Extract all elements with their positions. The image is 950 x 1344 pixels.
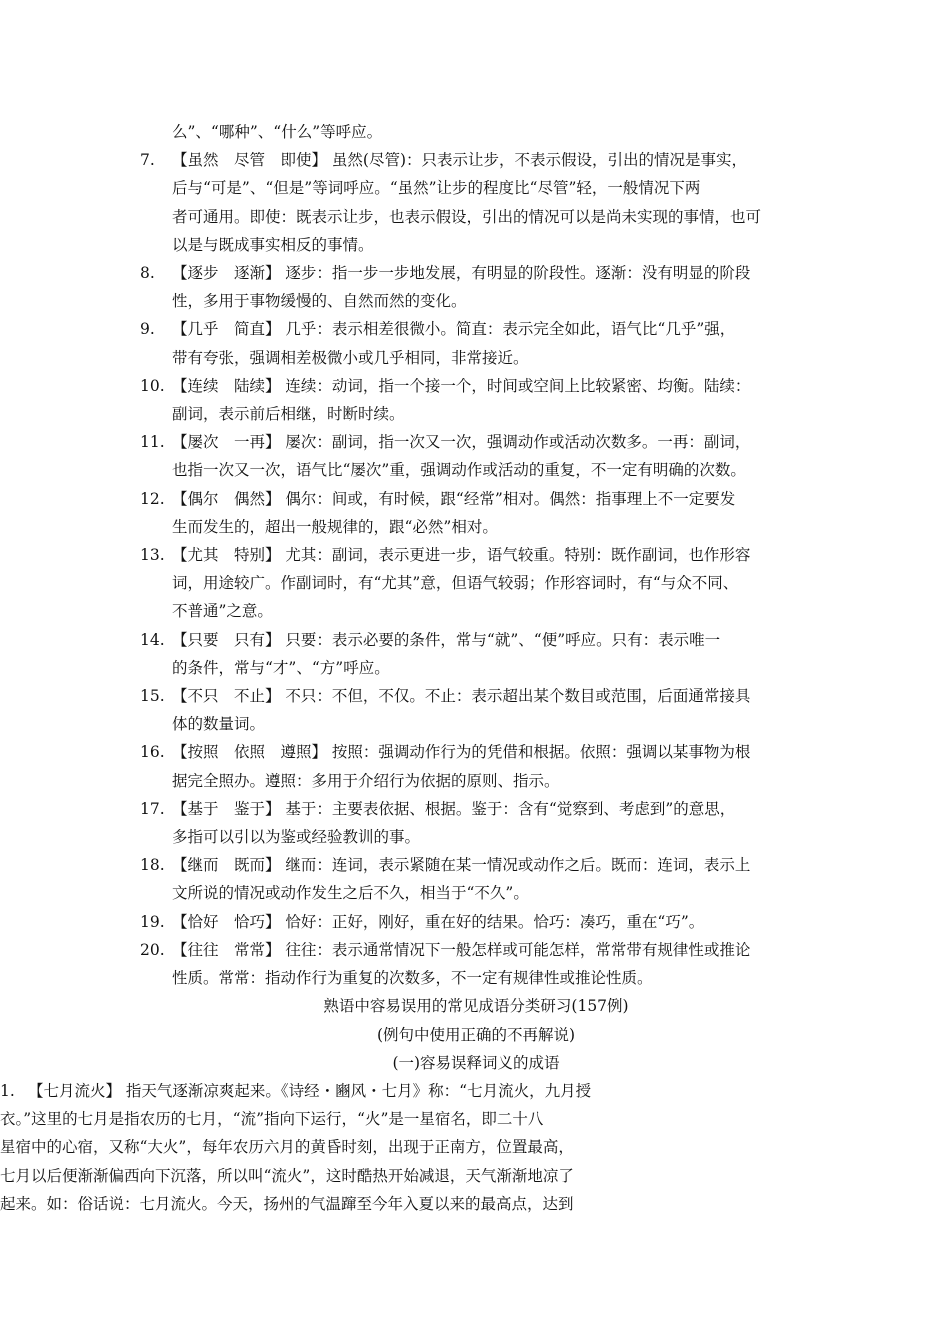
list-item-line: 【屡次 一再】 屡次：副词，指一次又一次，强调动作或活动次数多。一再：副词， <box>172 433 751 452</box>
list-item-number: 9. <box>140 320 155 339</box>
list-item-line: 【逐步 逐渐】 逐步：指一步一步地发展，有明显的阶段性。逐渐：没有明显的阶段 <box>172 264 751 283</box>
list-item-number: 18. <box>140 856 165 875</box>
section-subtitle: (例句中使用正确的不再解说) <box>376 1025 576 1044</box>
list-item-number: 16. <box>140 743 165 762</box>
list-item <box>140 541 808 626</box>
list-item-line: 性质。常常：指动作行为重复的次数多，不一定有规律性或推论性质。 <box>172 969 653 988</box>
list-item-number: 7. <box>140 151 155 170</box>
list-item-number: 20. <box>140 940 165 959</box>
list-item-number: 10. <box>140 376 165 395</box>
idiom-line: 星宿中的心宿，又称“大火”，每年农历六月的黄昏时刻，出现于正南方，位置最高， <box>0 1138 574 1157</box>
list-item-line: 【虽然 尽管 即使】 虽然(尽管)：只表示让步，不表示假设，引出的情况是事实， <box>172 151 748 170</box>
list-item-line: 【按照 依照 遵照】 按照：强调动作行为的凭借和根据。依照：强调以某事物为根 <box>172 743 751 762</box>
list-item-line: 也指一次又一次，语气比“屡次”重，强调动作或活动的重复，不一定有明确的次数。 <box>172 461 746 480</box>
list-item-line: 【连续 陆续】 连续：动词，指一个接一个，时间或空间上比较紧密、均衡。陆续： <box>172 376 751 395</box>
list-item-line: 性，多用于事物缓慢的、自然而然的变化。 <box>172 292 467 311</box>
idiom-item <box>0 1077 808 1218</box>
idiom-item-number: 1. <box>0 1081 15 1100</box>
list-item <box>140 908 808 936</box>
list-item-line: 后与“可是”、“但是”等词呼应。“虽然”让步的程度比“尽管”轻，一般情况下两 <box>172 179 701 198</box>
list-item-line: 者可通用。即使：既表示让步，也表示假设，引出的情况可以是尚未实现的事情，也可 <box>172 207 762 226</box>
list-item <box>140 315 808 371</box>
list-item-number: 19. <box>140 912 165 931</box>
list-item-line: 据完全照办。遵照：多用于介绍行为依据的原则、指示。 <box>172 771 560 790</box>
idiom-line: 起来。如：俗话说：七月流火。今天，扬州的气温蹿至今年入夏以来的最高点，达到 <box>0 1194 574 1213</box>
list-item-number: 17. <box>140 799 165 818</box>
list-item-line: 多指可以引以为鉴或经验教训的事。 <box>172 828 421 847</box>
list-item-line: 生而发生的，超出一般规律的，跟“必然”相对。 <box>172 517 498 536</box>
list-item <box>140 851 808 907</box>
idiom-line: 【七月流火】 指天气逐渐凉爽起来。《诗经・豳风・七月》称：“七月流火，九月授 <box>28 1081 592 1100</box>
page-content <box>0 118 808 1218</box>
list-item-line: 【只要 只有】 只要：表示必要的条件，常与“就”、“便”呼应。只有：表示唯一 <box>172 630 721 649</box>
list-item-line: 【不只 不止】 不只：不但，不仅。不止：表示超出某个数目或范围，后面通常接具 <box>172 687 751 706</box>
list-item-line: 【往往 常常】 往往：表示通常情况下一般怎样或可能怎样，常常带有规律性或推论 <box>172 940 751 959</box>
list-item-line: 【几乎 简直】 几乎：表示相差很微小。简直：表示完全如此，语气比“几乎”强， <box>172 320 736 339</box>
list-item <box>140 936 808 992</box>
list-item-line: 【尤其 特别】 尤其：副词，表示更进一步，语气较重。特别：既作副词，也作形容 <box>172 546 751 565</box>
list-item-line: 带有夸张，强调相差极微小或几乎相同，非常接近。 <box>172 348 529 367</box>
list-item <box>140 146 808 259</box>
list-item <box>140 372 808 428</box>
list-item-number: 11. <box>140 433 165 452</box>
list-item <box>140 428 808 484</box>
list-item-line: 副词，表示前后相继，时断时续。 <box>172 405 405 424</box>
list-item-number: 15. <box>140 687 165 706</box>
idiom-line: 衣。”这里的七月是指农历的七月，“流”指向下运行，“火”是一星宿名，即二十八 <box>0 1110 544 1129</box>
list-item-line: 以是与既成事实相反的事情。 <box>172 235 374 254</box>
list-item-number: 12. <box>140 489 165 508</box>
word-comparison-list <box>140 146 808 992</box>
list-item <box>140 485 808 541</box>
list-item <box>140 259 808 315</box>
list-item-line: 文所说的情况或动作发生之后不久，相当于“不久”。 <box>172 884 529 903</box>
list-item <box>140 738 808 794</box>
list-item <box>140 682 808 738</box>
list-item-line: 【继而 既而】 继而：连词，表示紧随在某一情况或动作之后。既而：连词，表示上 <box>172 856 751 875</box>
list-item <box>140 795 808 851</box>
idiom-line: 七月以后便渐渐偏西向下沉落，所以叫“流火”，这时酷热开始减退，天气渐渐地凉了 <box>0 1166 574 1185</box>
section-title: 熟语中容易误用的常见成语分类研习(157例) <box>323 997 629 1016</box>
list-item-line: 体的数量词。 <box>172 715 266 734</box>
continuation-line: 么”、“哪种”、“什么”等呼应。 <box>172 123 383 141</box>
list-item-line: 词，用途较广。作副词时，有“尤其”意，但语气较弱；作形容词时，有“与众不同、 <box>172 574 739 593</box>
list-item-number: 8. <box>140 264 155 283</box>
list-item-line: 【恰好 恰巧】 恰好：正好，刚好，重在好的结果。恰巧：凑巧，重在“巧”。 <box>172 912 705 931</box>
subsection-title: (一)容易误释词义的成语 <box>392 1053 560 1072</box>
list-item-line: 不普通”之意。 <box>172 602 273 621</box>
list-item <box>140 626 808 682</box>
list-item-line: 【偶尔 偶然】 偶尔：间或，有时候，跟“经常”相对。偶然：指事理上不一定要发 <box>172 489 736 508</box>
list-item-number: 14. <box>140 630 165 649</box>
list-item-line: 【基于 鉴于】 基于：主要表依据、根据。鉴于：含有“觉察到、考虑到”的意思， <box>172 799 736 818</box>
list-item-number: 13. <box>140 546 165 565</box>
list-item-line: 的条件，常与“才”、“方”呼应。 <box>172 658 390 677</box>
